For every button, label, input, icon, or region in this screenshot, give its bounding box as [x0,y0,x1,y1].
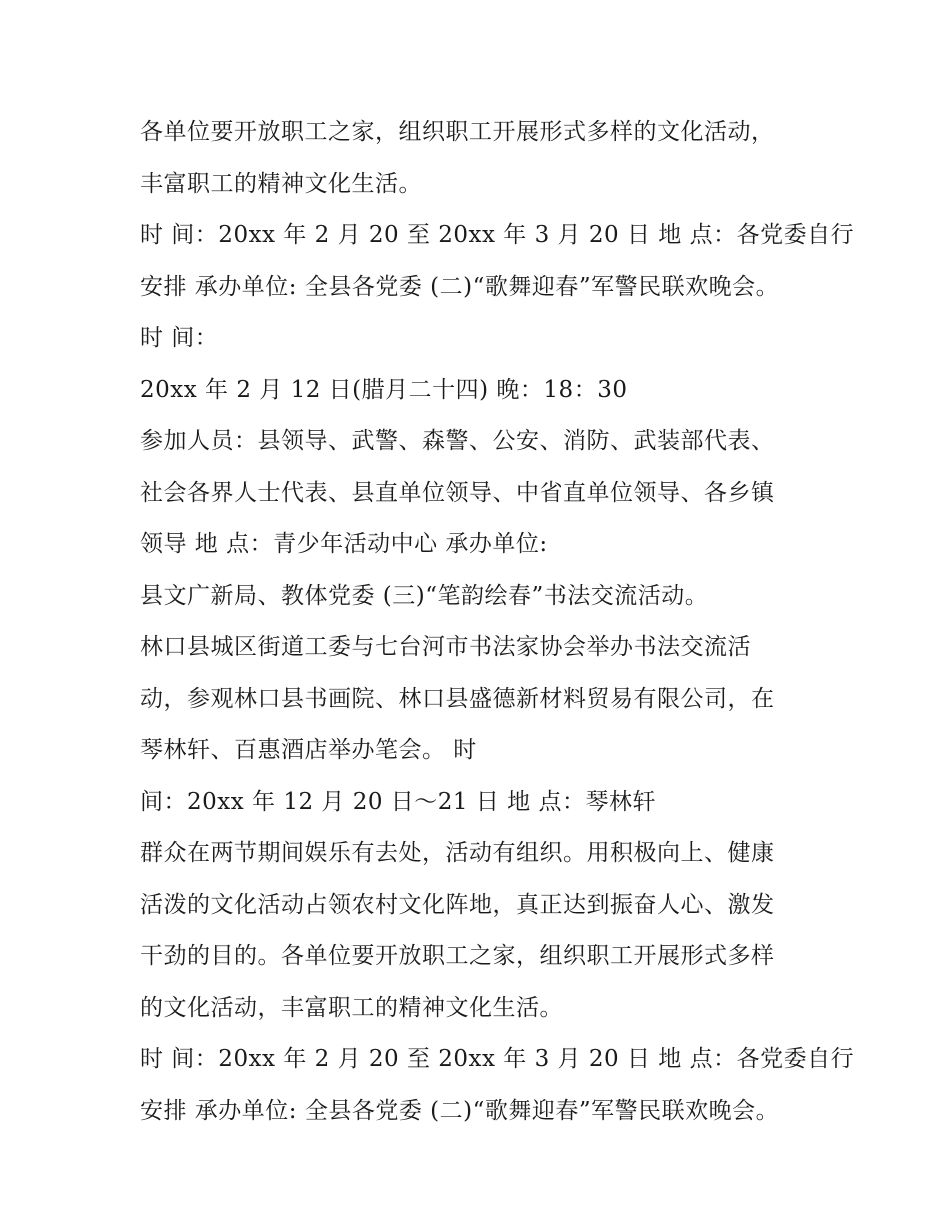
text-line: 的文化活动，丰富职工的精神文化生活。 [140,994,563,1021]
text-line: 领导 地 点：青少年活动中心 承办单位: [140,531,548,557]
text-line: 参加人员：县领导、武警、森警、公安、消防、武装部代表、 [140,428,775,454]
text-line: 动，参观林口县书画院、林口县盛德新材料贸易有限公司，在 [140,685,775,712]
text-line: 时 间： [140,325,219,351]
text-line: 县文广新局、教体党委 (三)“笔韵绘春”书法交流活动。 [140,582,709,609]
text-line: 社会各界人士代表、县直单位领导、中省直单位领导、各乡镇 [140,479,775,506]
text-line: 时 间：20xx 年 2 月 20 至 20xx 年 3 月 20 日 地 点：各党委自行 [140,222,855,248]
text-line: 琴林轩、百惠酒店举办笔会。 时 [140,737,477,763]
document-body [140,107,855,1137]
text-line: 安排 承办单位: 全县各党委 (二)“歌舞迎春”军警民联欢晚会。 [140,273,780,300]
text-line: 20xx 年 2 月 12 日(腊月二十四) 晚：18：30 [140,376,628,403]
text-line: 干劲的目的。各单位要开放职工之家，组织职工开展形式多样 [140,943,775,969]
text-line: 时 间：20xx 年 2 月 20 至 20xx 年 3 月 20 日 地 点：各党委自行 [140,1046,855,1072]
text-line: 各单位要开放职工之家，组织职工开展形式多样的文化活动， [140,119,775,145]
text-line: 群众在两节期间娱乐有去处，活动有组织。用积极向上、健康 [140,840,775,866]
text-line: 活泼的文化活动占领农村文化阵地，真正达到振奋人心、激发 [140,891,775,918]
text-line: 丰富职工的精神文化生活。 [140,170,422,197]
text-line: 林口县城区街道工委与七台河市书法家协会举办书法交流活 [140,634,751,660]
text-line: 间：20xx 年 12 月 20 日～21 日 地 点：琴林轩 [140,788,656,815]
text-line: 安排 承办单位: 全县各党委 (二)“歌舞迎春”军警民联欢晚会。 [140,1097,780,1124]
